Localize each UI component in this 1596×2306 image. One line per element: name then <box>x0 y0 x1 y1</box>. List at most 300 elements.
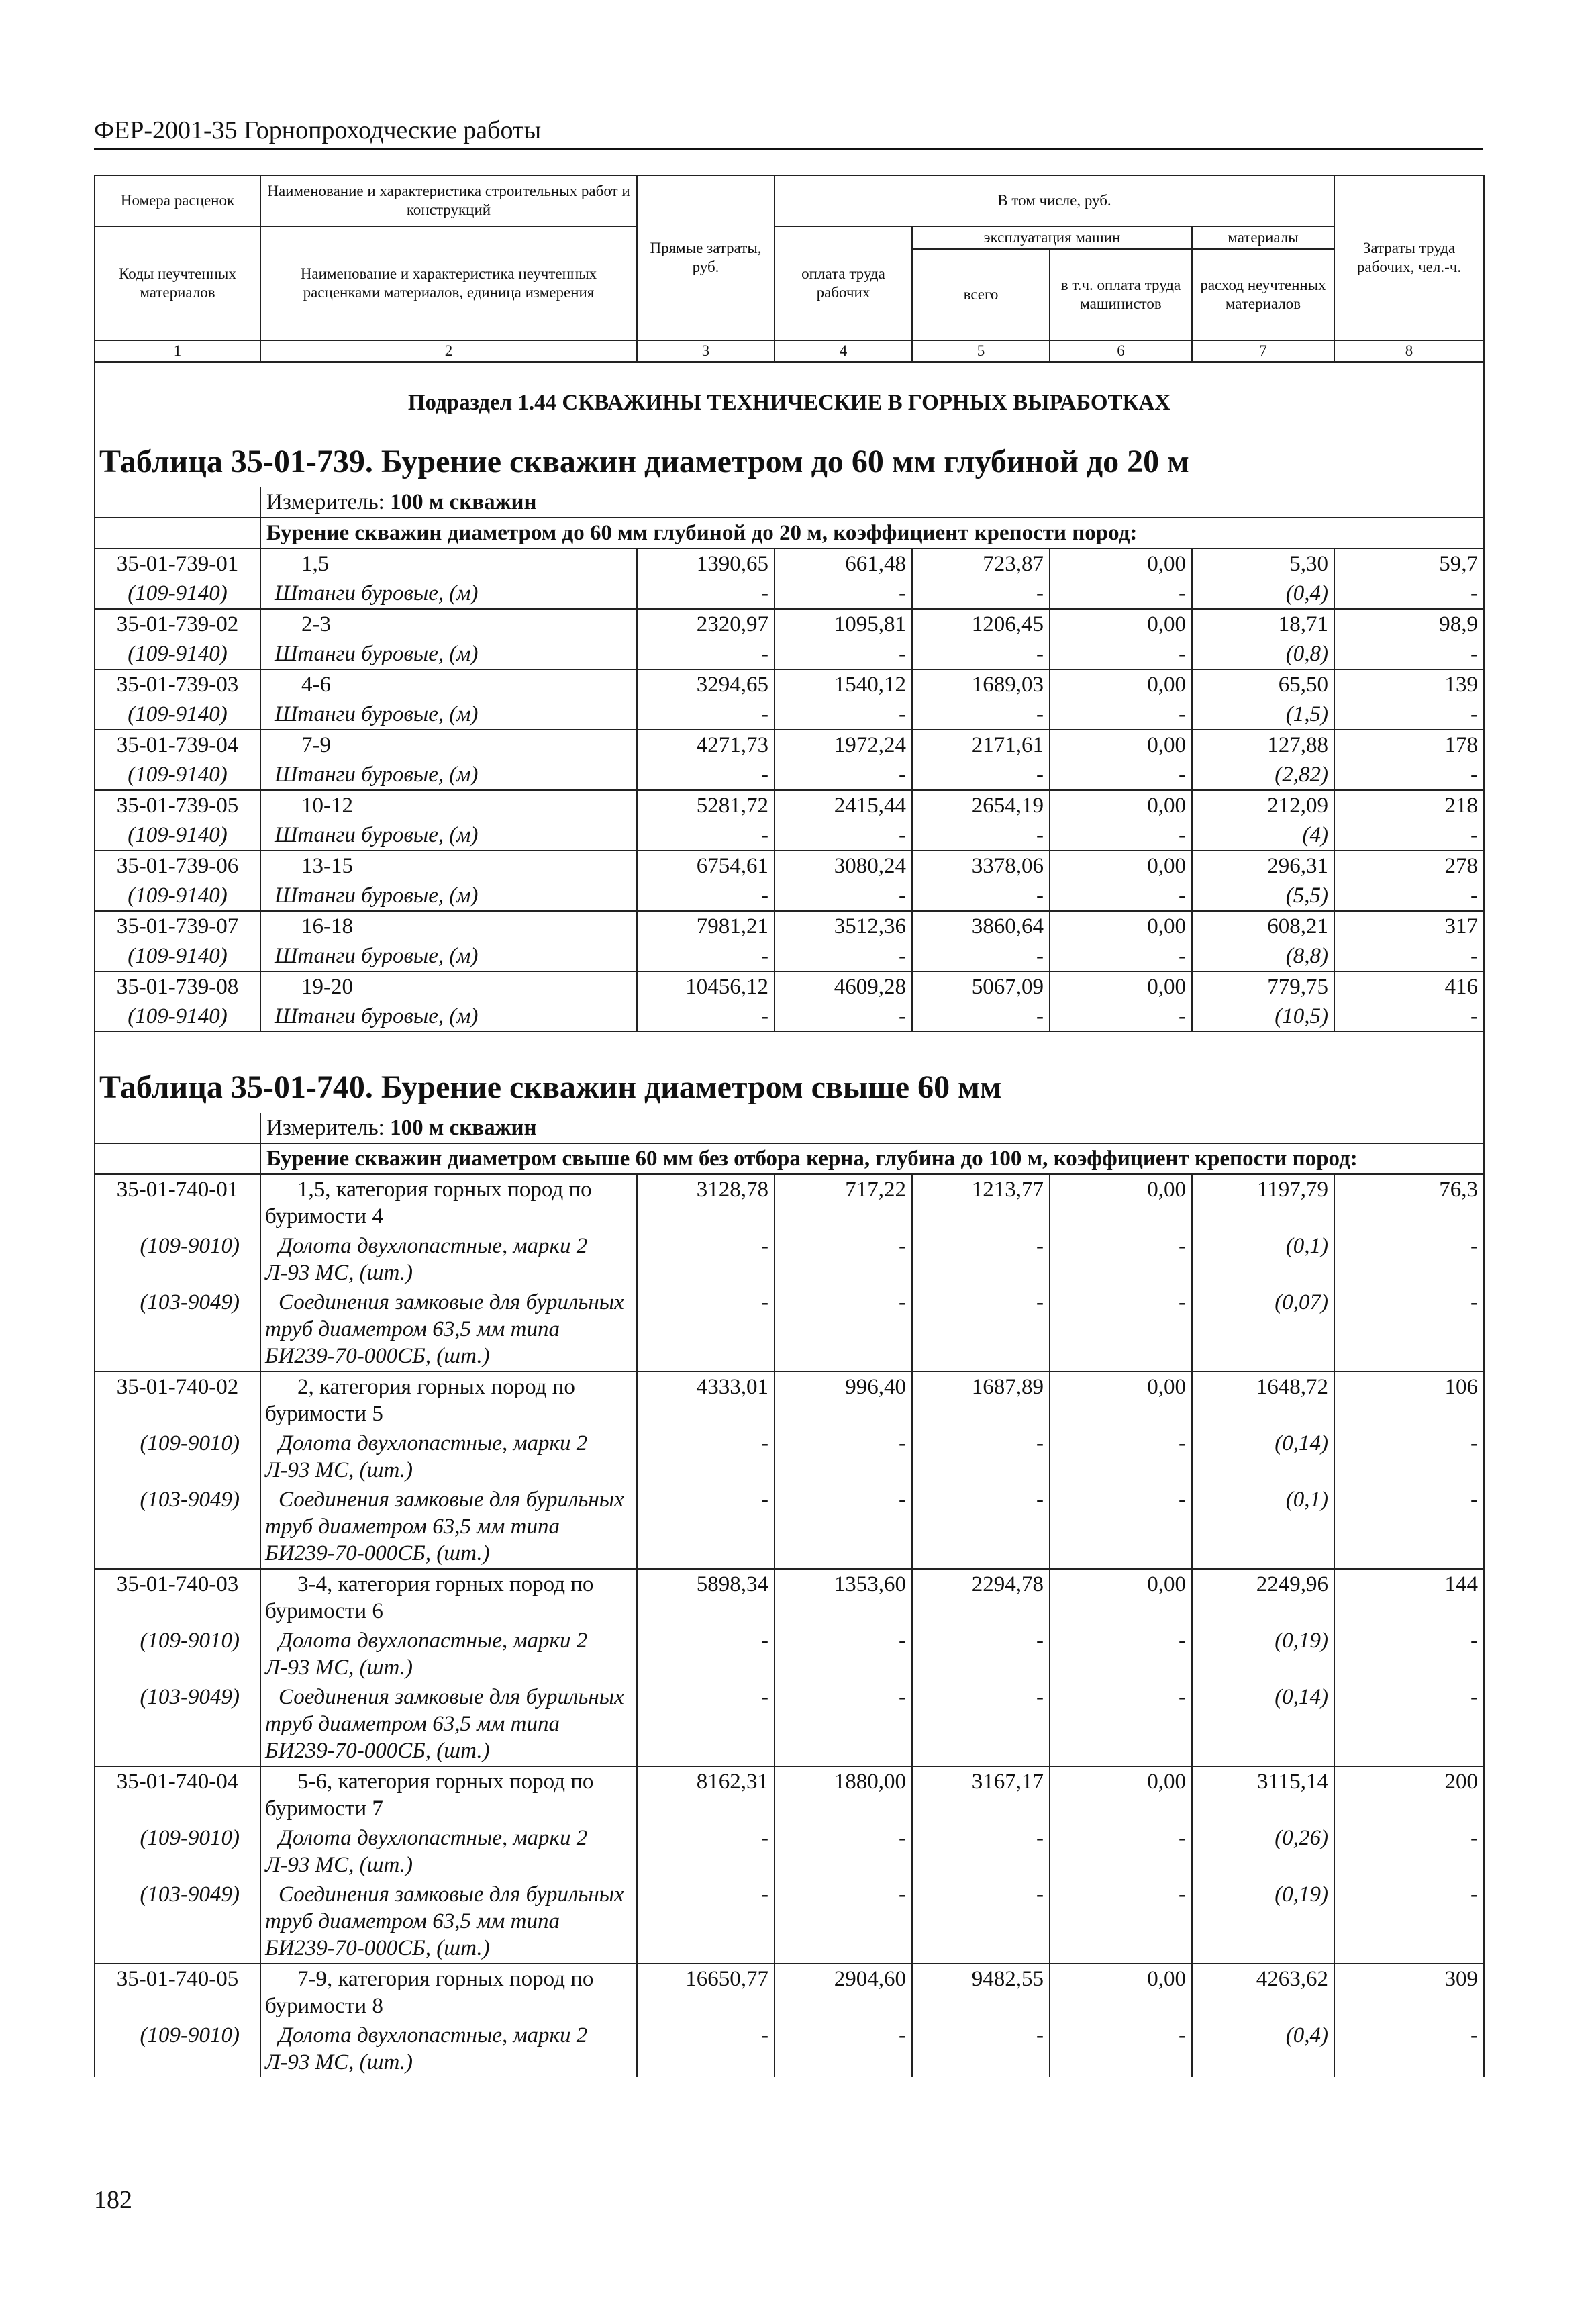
dash-pay: - <box>775 2021 912 2077</box>
dash-direct: - <box>637 700 775 730</box>
material-qty: (4) <box>1192 820 1334 851</box>
dash-pay: - <box>775 1880 912 1964</box>
material-qty: (0,1) <box>1192 1485 1334 1569</box>
dash-labor: - <box>1334 1485 1484 1569</box>
running-header-text: ФЕР-2001-35 Горнопроходческие работы <box>94 116 542 144</box>
materials: 127,88 <box>1192 730 1334 760</box>
dash-mach: - <box>912 1231 1050 1288</box>
direct-costs: 10456,12 <box>637 971 775 1002</box>
machines-total: 1213,77 <box>912 1174 1050 1231</box>
dash-pay: - <box>775 579 912 609</box>
material-row <box>95 700 1484 730</box>
direct-costs: 8162,31 <box>637 1766 775 1823</box>
labor-pay: 1880,00 <box>775 1766 912 1823</box>
rate-name: 1,5 <box>260 548 637 579</box>
machines-total: 3378,06 <box>912 851 1050 881</box>
group-spacer <box>95 1143 260 1174</box>
dash-mach: - <box>912 881 1050 911</box>
rate-name: 5-6, категория горных пород по буримости 7 <box>260 1766 637 1823</box>
material-qty: (1,5) <box>1192 700 1334 730</box>
materials: 4263,62 <box>1192 1964 1334 2021</box>
rate-code: 35-01-739-08 <box>95 971 260 1002</box>
material-code: (103-9049) <box>95 1485 260 1569</box>
dash-labor: - <box>1334 1002 1484 1032</box>
machines-pay: 0,00 <box>1050 1766 1192 1823</box>
labor-cost: 106 <box>1334 1372 1484 1429</box>
rate-code: 35-01-739-05 <box>95 790 260 820</box>
material-qty: (0,19) <box>1192 1626 1334 1682</box>
materials: 296,31 <box>1192 851 1334 881</box>
rate-row <box>95 911 1484 941</box>
rate-name: 13-15 <box>260 851 637 881</box>
group-row <box>95 1143 1484 1174</box>
material-code: (109-9140) <box>95 881 260 911</box>
material-code: (103-9049) <box>95 1880 260 1964</box>
rate-row <box>95 609 1484 639</box>
machines-pay: 0,00 <box>1050 1372 1192 1429</box>
material-code: (109-9010) <box>95 1626 260 1682</box>
meter-spacer <box>95 1113 260 1143</box>
labor-cost: 76,3 <box>1334 1174 1484 1231</box>
dash-pay: - <box>775 1626 912 1682</box>
dash-machpay: - <box>1050 1880 1192 1964</box>
labor-pay: 4609,28 <box>775 971 912 1002</box>
direct-costs: 16650,77 <box>637 1964 775 2021</box>
material-row <box>95 760 1484 790</box>
machines-pay: 0,00 <box>1050 548 1192 579</box>
dash-machpay: - <box>1050 1002 1192 1032</box>
material-qty: (5,5) <box>1192 881 1334 911</box>
labor-cost: 218 <box>1334 790 1484 820</box>
material-name: Штанги буровые, (м) <box>260 820 637 851</box>
material-row <box>95 1288 1484 1372</box>
labor-pay: 717,22 <box>775 1174 912 1231</box>
dash-pay: - <box>775 881 912 911</box>
rate-row <box>95 851 1484 881</box>
rate-code: 35-01-740-01 <box>95 1174 260 1231</box>
materials: 212,09 <box>1192 790 1334 820</box>
dash-direct: - <box>637 2021 775 2077</box>
dash-mach: - <box>912 1485 1050 1569</box>
table-title: Таблица 35-01-739. Бурение скважин диаметром до 60 мм глубиной до 20 м <box>95 436 1484 487</box>
dash-machpay: - <box>1050 820 1192 851</box>
spacer <box>95 1032 1484 1062</box>
rate-code: 35-01-739-06 <box>95 851 260 881</box>
rate-row <box>95 1766 1484 1823</box>
dash-direct: - <box>637 881 775 911</box>
materials: 65,50 <box>1192 669 1334 700</box>
material-row <box>95 579 1484 609</box>
direct-costs: 3294,65 <box>637 669 775 700</box>
dash-mach: - <box>912 1682 1050 1766</box>
labor-cost: 98,9 <box>1334 609 1484 639</box>
col-num: 6 <box>1050 340 1192 362</box>
dash-machpay: - <box>1050 1288 1192 1372</box>
machines-total: 1206,45 <box>912 609 1050 639</box>
rate-code: 35-01-740-04 <box>95 1766 260 1823</box>
dash-labor: - <box>1334 1231 1484 1288</box>
direct-costs: 5898,34 <box>637 1569 775 1626</box>
material-code: (109-9010) <box>95 2021 260 2077</box>
subsection-title-row <box>95 362 1484 436</box>
material-qty: (0,1) <box>1192 1231 1334 1288</box>
materials: 2249,96 <box>1192 1569 1334 1626</box>
material-code: (109-9010) <box>95 1429 260 1485</box>
hdr-machines-incl: в т.ч. оплата труда машинистов <box>1050 249 1192 340</box>
labor-cost: 200 <box>1334 1766 1484 1823</box>
material-code: (109-9140) <box>95 1002 260 1032</box>
col-num: 7 <box>1192 340 1334 362</box>
dash-labor: - <box>1334 1880 1484 1964</box>
group-heading: Бурение скважин диаметром свыше 60 мм без отбора керна, глубина до 100 м, коэффициент крепости пород: <box>260 1143 1484 1174</box>
material-row <box>95 881 1484 911</box>
dash-machpay: - <box>1050 1682 1192 1766</box>
dash-direct: - <box>637 1429 775 1485</box>
labor-cost: 278 <box>1334 851 1484 881</box>
material-name: Долота двухлопастные, марки 2 Л-93 МС, (шт.) <box>260 2021 637 2077</box>
dash-machpay: - <box>1050 579 1192 609</box>
hdr-machines-total: всего <box>912 249 1050 340</box>
dash-labor: - <box>1334 1682 1484 1766</box>
dash-labor: - <box>1334 1429 1484 1485</box>
machines-pay: 0,00 <box>1050 730 1192 760</box>
hdr-materials: материалы <box>1192 226 1334 249</box>
dash-direct: - <box>637 1880 775 1964</box>
machines-total: 2171,61 <box>912 730 1050 760</box>
dash-direct: - <box>637 639 775 669</box>
material-name: Долота двухлопастные, марки 2 Л-93 МС, (шт.) <box>260 1823 637 1880</box>
rates-sheet <box>94 175 1483 2077</box>
dash-mach: - <box>912 1823 1050 1880</box>
dash-pay: - <box>775 1682 912 1766</box>
rate-row <box>95 548 1484 579</box>
direct-costs: 5281,72 <box>637 790 775 820</box>
material-name: Штанги буровые, (м) <box>260 1002 637 1032</box>
direct-costs: 3128,78 <box>637 1174 775 1231</box>
material-qty: (2,82) <box>1192 760 1334 790</box>
material-code: (109-9140) <box>95 639 260 669</box>
rate-name: 2-3 <box>260 609 637 639</box>
hdr-labor-pay: оплата труда рабочих <box>775 226 912 340</box>
dash-direct: - <box>637 1626 775 1682</box>
hdr-incl: В том числе, руб. <box>775 175 1334 226</box>
material-name: Штанги буровые, (м) <box>260 579 637 609</box>
machines-pay: 0,00 <box>1050 971 1192 1002</box>
material-code: (109-9140) <box>95 700 260 730</box>
dash-direct: - <box>637 760 775 790</box>
machines-pay: 0,00 <box>1050 911 1192 941</box>
dash-direct: - <box>637 1823 775 1880</box>
dash-mach: - <box>912 760 1050 790</box>
header-row-1 <box>95 175 1484 226</box>
col-num: 3 <box>637 340 775 362</box>
meter-row <box>95 487 1484 518</box>
dash-labor: - <box>1334 2021 1484 2077</box>
rates-table <box>94 175 1485 2077</box>
material-code: (103-9049) <box>95 1288 260 1372</box>
table-title-row <box>95 1062 1484 1113</box>
dash-mach: - <box>912 579 1050 609</box>
rate-code: 35-01-740-05 <box>95 1964 260 2021</box>
materials: 1197,79 <box>1192 1174 1334 1231</box>
material-qty: (0,14) <box>1192 1682 1334 1766</box>
rate-row <box>95 1964 1484 2021</box>
rate-name: 19-20 <box>260 971 637 1002</box>
meter-value: 100 м скважин <box>390 1116 537 1140</box>
dash-labor: - <box>1334 579 1484 609</box>
labor-cost: 309 <box>1334 1964 1484 2021</box>
dash-pay: - <box>775 1231 912 1288</box>
labor-pay: 1353,60 <box>775 1569 912 1626</box>
material-row <box>95 1231 1484 1288</box>
dash-mach: - <box>912 1288 1050 1372</box>
labor-pay: 1972,24 <box>775 730 912 760</box>
page-number: 182 <box>94 2186 132 2214</box>
material-name: Штанги буровые, (м) <box>260 639 637 669</box>
meter-spacer <box>95 487 260 518</box>
direct-costs: 6754,61 <box>637 851 775 881</box>
dash-pay: - <box>775 1002 912 1032</box>
rate-row <box>95 1372 1484 1429</box>
material-qty: (0,8) <box>1192 639 1334 669</box>
dash-mach: - <box>912 1002 1050 1032</box>
hdr-machines: эксплуатация машин <box>912 226 1192 249</box>
dash-labor: - <box>1334 941 1484 971</box>
hdr-col2-top: Наименование и характеристика строительных работ и конструкций <box>260 175 637 226</box>
rate-name: 16-18 <box>260 911 637 941</box>
labor-cost: 144 <box>1334 1569 1484 1626</box>
machines-pay: 0,00 <box>1050 790 1192 820</box>
meter-value: 100 м скважин <box>390 490 537 514</box>
rate-row <box>95 669 1484 700</box>
dash-direct: - <box>637 1002 775 1032</box>
dash-direct: - <box>637 941 775 971</box>
header-row-2 <box>95 226 1484 249</box>
col-num: 2 <box>260 340 637 362</box>
rate-name: 1,5, категория горных пород по буримости 4 <box>260 1174 637 1231</box>
col-num: 4 <box>775 340 912 362</box>
dash-labor: - <box>1334 760 1484 790</box>
material-row <box>95 1429 1484 1485</box>
labor-pay: 1540,12 <box>775 669 912 700</box>
machines-pay: 0,00 <box>1050 1569 1192 1626</box>
machines-pay: 0,00 <box>1050 1174 1192 1231</box>
machines-pay: 0,00 <box>1050 1964 1192 2021</box>
hdr-materials-use: расход неучтенных материалов <box>1192 249 1334 340</box>
dash-pay: - <box>775 1823 912 1880</box>
dash-machpay: - <box>1050 941 1192 971</box>
materials: 18,71 <box>1192 609 1334 639</box>
material-row <box>95 1626 1484 1682</box>
material-name: Соединения замковые для бурильных труб диаметром 63,5 мм типа БИ239-70-000СБ, (шт.) <box>260 1485 637 1569</box>
hdr-col1-bottom: Коды неучтенных материалов <box>95 226 260 340</box>
dash-labor: - <box>1334 820 1484 851</box>
spacer-row <box>95 1032 1484 1062</box>
material-row <box>95 820 1484 851</box>
meter <box>260 487 1484 518</box>
material-qty: (0,07) <box>1192 1288 1334 1372</box>
labor-cost: 317 <box>1334 911 1484 941</box>
rate-code: 35-01-739-02 <box>95 609 260 639</box>
group-row <box>95 518 1484 548</box>
materials: 779,75 <box>1192 971 1334 1002</box>
material-row <box>95 2021 1484 2077</box>
dash-mach: - <box>912 700 1050 730</box>
rate-code: 35-01-739-04 <box>95 730 260 760</box>
machines-total: 9482,55 <box>912 1964 1050 2021</box>
rate-name: 3-4, категория горных пород по буримости 6 <box>260 1569 637 1626</box>
machines-total: 3860,64 <box>912 911 1050 941</box>
material-code: (109-9010) <box>95 1231 260 1288</box>
material-name: Соединения замковые для бурильных труб диаметром 63,5 мм типа БИ239-70-000СБ, (шт.) <box>260 1880 637 1964</box>
dash-labor: - <box>1334 881 1484 911</box>
dash-pay: - <box>775 820 912 851</box>
material-qty: (8,8) <box>1192 941 1334 971</box>
dash-machpay: - <box>1050 639 1192 669</box>
column-numbers-row <box>95 340 1484 362</box>
machines-pay: 0,00 <box>1050 669 1192 700</box>
labor-cost: 139 <box>1334 669 1484 700</box>
col-num: 8 <box>1334 340 1484 362</box>
materials: 1648,72 <box>1192 1372 1334 1429</box>
dash-machpay: - <box>1050 1231 1192 1288</box>
table-title: Таблица 35-01-740. Бурение скважин диаметром свыше 60 мм <box>95 1062 1484 1113</box>
dash-machpay: - <box>1050 881 1192 911</box>
material-code: (109-9140) <box>95 820 260 851</box>
material-qty: (0,26) <box>1192 1823 1334 1880</box>
direct-costs: 2320,97 <box>637 609 775 639</box>
dash-mach: - <box>912 639 1050 669</box>
dash-mach: - <box>912 1626 1050 1682</box>
dash-pay: - <box>775 639 912 669</box>
material-row <box>95 1682 1484 1766</box>
dash-machpay: - <box>1050 1626 1192 1682</box>
materials: 5,30 <box>1192 548 1334 579</box>
labor-pay: 3512,36 <box>775 911 912 941</box>
material-qty: (0,4) <box>1192 2021 1334 2077</box>
material-name: Штанги буровые, (м) <box>260 700 637 730</box>
material-code: (109-9140) <box>95 579 260 609</box>
machines-total: 2654,19 <box>912 790 1050 820</box>
material-row <box>95 639 1484 669</box>
dash-pay: - <box>775 760 912 790</box>
rate-row <box>95 1174 1484 1231</box>
dash-labor: - <box>1334 1626 1484 1682</box>
machines-total: 1687,89 <box>912 1372 1050 1429</box>
material-name: Соединения замковые для бурильных труб диаметром 63,5 мм типа БИ239-70-000СБ, (шт.) <box>260 1682 637 1766</box>
group-spacer <box>95 518 260 548</box>
dash-direct: - <box>637 579 775 609</box>
dash-labor: - <box>1334 639 1484 669</box>
material-name: Штанги буровые, (м) <box>260 941 637 971</box>
dash-direct: - <box>637 1231 775 1288</box>
dash-labor: - <box>1334 1823 1484 1880</box>
labor-cost: 178 <box>1334 730 1484 760</box>
material-row <box>95 941 1484 971</box>
hdr-col1-top: Номера расценок <box>95 175 260 226</box>
meter-row <box>95 1113 1484 1143</box>
material-code: (109-9010) <box>95 1823 260 1880</box>
rate-code: 35-01-739-03 <box>95 669 260 700</box>
direct-costs: 4333,01 <box>637 1372 775 1429</box>
labor-pay: 2415,44 <box>775 790 912 820</box>
rate-name: 7-9, категория горных пород по буримости 8 <box>260 1964 637 2021</box>
machines-total: 5067,09 <box>912 971 1050 1002</box>
meter-label: Измеритель: <box>266 490 391 514</box>
rate-code: 35-01-740-02 <box>95 1372 260 1429</box>
meter-label: Измеритель: <box>266 1116 391 1140</box>
rate-row <box>95 1569 1484 1626</box>
direct-costs: 4271,73 <box>637 730 775 760</box>
labor-cost: 59,7 <box>1334 548 1484 579</box>
dash-direct: - <box>637 1288 775 1372</box>
rate-row <box>95 730 1484 760</box>
dash-machpay: - <box>1050 2021 1192 2077</box>
material-row <box>95 1002 1484 1032</box>
dash-mach: - <box>912 1429 1050 1485</box>
material-row <box>95 1823 1484 1880</box>
dash-pay: - <box>775 700 912 730</box>
rate-name: 7-9 <box>260 730 637 760</box>
material-name: Штанги буровые, (м) <box>260 760 637 790</box>
material-name: Штанги буровые, (м) <box>260 881 637 911</box>
dash-pay: - <box>775 1429 912 1485</box>
material-name: Долота двухлопастные, марки 2 Л-93 МС, (шт.) <box>260 1231 637 1288</box>
materials: 608,21 <box>1192 911 1334 941</box>
labor-cost: 416 <box>1334 971 1484 1002</box>
table-title-row <box>95 436 1484 487</box>
material-name: Долота двухлопастные, марки 2 Л-93 МС, (шт.) <box>260 1429 637 1485</box>
dash-mach: - <box>912 2021 1050 2077</box>
rate-code: 35-01-739-07 <box>95 911 260 941</box>
dash-direct: - <box>637 1485 775 1569</box>
labor-pay: 3080,24 <box>775 851 912 881</box>
machines-total: 1689,03 <box>912 669 1050 700</box>
hdr-col2-bottom: Наименование и характеристика неучтенных расценками материалов, единица измерения <box>260 226 637 340</box>
hdr-labor: Затраты труда рабочих, чел.-ч. <box>1334 175 1484 340</box>
running-header <box>94 113 1483 150</box>
rate-code: 35-01-739-01 <box>95 548 260 579</box>
machines-pay: 0,00 <box>1050 609 1192 639</box>
material-qty: (0,14) <box>1192 1429 1334 1485</box>
material-code: (103-9049) <box>95 1682 260 1766</box>
material-code: (109-9140) <box>95 941 260 971</box>
dash-machpay: - <box>1050 1485 1192 1569</box>
material-row <box>95 1880 1484 1964</box>
rate-name: 4-6 <box>260 669 637 700</box>
machines-pay: 0,00 <box>1050 851 1192 881</box>
dash-mach: - <box>912 941 1050 971</box>
dash-mach: - <box>912 1880 1050 1964</box>
rate-name: 2, категория горных пород по буримости 5 <box>260 1372 637 1429</box>
dash-machpay: - <box>1050 760 1192 790</box>
material-name: Соединения замковые для бурильных труб диаметром 63,5 мм типа БИ239-70-000СБ, (шт.) <box>260 1288 637 1372</box>
dash-pay: - <box>775 1485 912 1569</box>
labor-pay: 2904,60 <box>775 1964 912 2021</box>
rate-row <box>95 790 1484 820</box>
meter <box>260 1113 1484 1143</box>
dash-labor: - <box>1334 1288 1484 1372</box>
material-qty: (10,5) <box>1192 1002 1334 1032</box>
materials: 3115,14 <box>1192 1766 1334 1823</box>
material-name: Долота двухлопастные, марки 2 Л-93 МС, (шт.) <box>260 1626 637 1682</box>
dash-machpay: - <box>1050 1429 1192 1485</box>
dash-direct: - <box>637 1682 775 1766</box>
hdr-direct-costs: Прямые затраты, руб. <box>637 175 775 340</box>
material-row <box>95 1485 1484 1569</box>
machines-total: 723,87 <box>912 548 1050 579</box>
dash-direct: - <box>637 820 775 851</box>
